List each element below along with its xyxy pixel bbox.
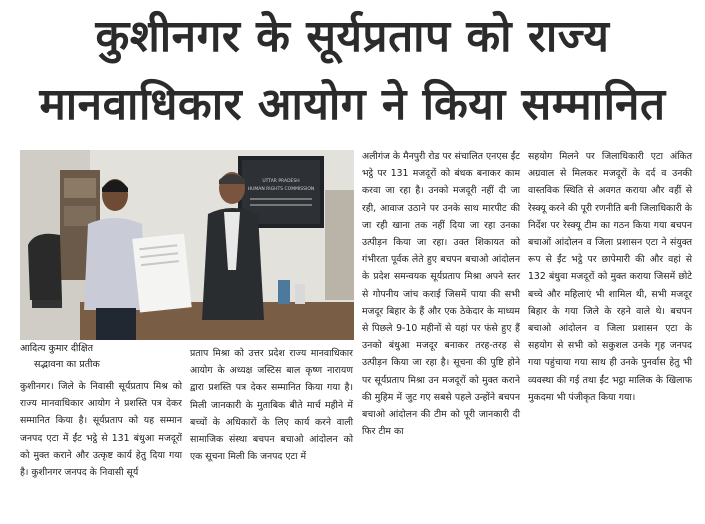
news-photo (20, 150, 354, 340)
headline-line-2: मानवाधिकार आयोग ने किया सम्मानित (39, 79, 666, 130)
article-text-4: सहयोग मिलने पर जिलाधिकारी एटा अंकित अग्रवाल से मिलकर मजदूरों के दर्द व उनकी वास्तविक स्थिति से अवगत कराया और वहीं से रेस्क्यू करने की पूरी रणनीति बनी जिलाधिकारी के निर्देश पर रेस्क्यू टीम का गठन किया गया बचपन बचाओं आंदोलन व जिला प्रशासन एटा ने संयुक्त रूप से ईंट भट्ठे पर छापेमारी की और वहां से 132 बंधुवा मजदूरों को मुक्त कराया जिसमें छोटे बच्चे और महिलाएं भी शामिल थी, सभी मजदूर बिहार के गया जिले के रहने वाले थे। बचपन बचाओ आंदोलन व जिला प्रशासन एटा के सहयोग से सभी को सकुशल उनके गृह जनपद गया पहुंचाया गया साथ ही उनके पुनर्वास हेतु भी व्यवस्था की गई तथा ईंट भट्ठा मालिक के खिलाफ मुकदमा भी पंजीकृत किया गया। (528, 151, 692, 403)
caption-subtitle: सद्भावना का प्रतीक (34, 359, 100, 370)
board-line-2: HUMAN RIGHTS COMMISSION (247, 187, 315, 192)
article-text-3: अलीगंज के मैनपुरी रोड पर संचालित एनएस ईंट भट्ठे पर 131 मजदूरों को बंधक बनाकर काम करवा जा रहा है। उनको मजदूरी नहीं दी जा रही, आवाज उठाने पर उनके साथ मारपीट की जा रही खाना तक नहीं दिया जा रहा उनका उत्पीड़न किया जा रहा। उक्त शिकायत को गंभीरता पूर्वक लेते हुए बचपन बचाओ आंदोलन के प्रदेश समन्वयक सूर्यप्रताप मिश्रा अपने स्तर से गोपनीय जांच कराई जिसमें पाया की सभी मजदूर बिहार के हैं और एक ठेकेदार के माध्यम से पिछले 9-10 महीनों से यहां पर फंसे हुए हैं उनको बंधुआ मजदूर बनाकर तरह-तरह से उत्पीड़न किया जा रहा है। सूचना की पुष्टि होने पर सूर्यप्रताप मिश्रा उन मजदूरों को मुक्त कराने की मुहिम में जुट गए सबसे पहले उन्होंने बचपन बचाओ आंदोलन की टीम को पूरी जानकारी दी फिर टीम का (362, 151, 520, 438)
article-column-2 (190, 345, 353, 465)
caption-name: आदित्य कुमार दीक्षित (20, 343, 94, 354)
article-column-1 (20, 378, 182, 481)
article-column-4 (528, 148, 692, 406)
article-column-3 (362, 148, 520, 440)
photo-caption (20, 341, 185, 373)
article-text-1: कुशीनगर। जिले के निवासी सूर्यप्रताप मिश्र को राज्य मानवाधिकार आयोग ने प्रशस्ति पत्र देकर सम्मानित किया है। सूर्यप्रताप को यह सम्मान जनपद एटा में ईंट भट्ठे से 131 बंधुआ मजदूरों को मुक्त कराने और उत्कृष्ट कार्य हेतु दिया गया है। कुशीनगर जनपद के निवासी सूर्य (20, 381, 182, 479)
board-line-1: UTTAR PRADESH (262, 179, 300, 184)
article-text-2: प्रताप मिश्रा को उत्तर प्रदेश राज्य मानवाधिकार आयोग के अध्यक्ष जस्टिस बाल कृष्ण नारायण द्वारा प्रशस्ति पत्र देकर सम्मानित किया गया है। मिली जानकारी के मुताबिक बीते मार्च महीने में बच्चों के अधिकारों के लिए कार्य करने वाली सामाजिक संस्था बचपन बचाओ आंदोलन को एक सूचना मिली कि जनपद एटा में (190, 348, 353, 463)
headline-line-1: कुशीनगर के सूर्यप्रताप को राज्य (95, 11, 610, 62)
